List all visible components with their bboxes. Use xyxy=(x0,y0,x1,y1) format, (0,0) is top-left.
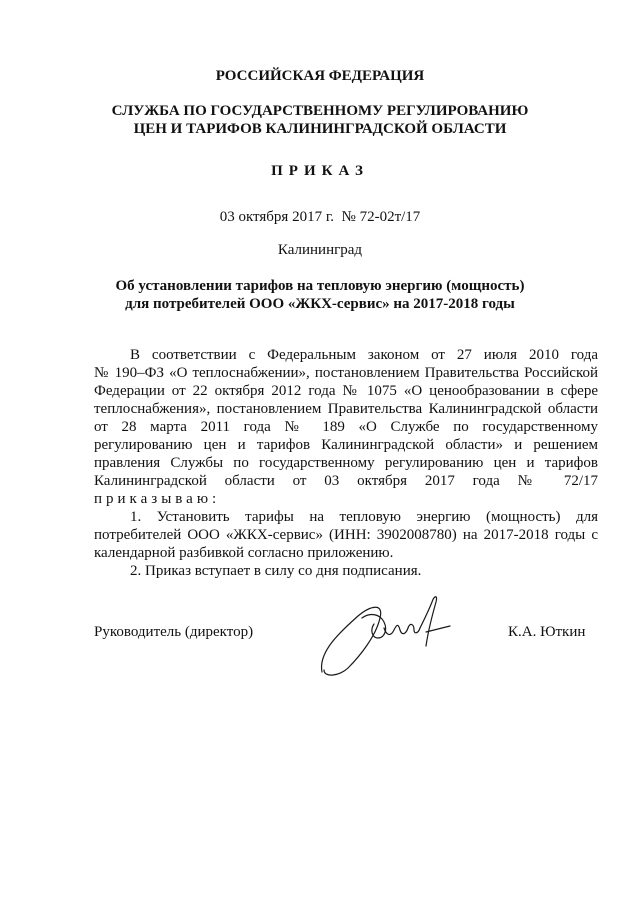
handwritten-signature xyxy=(300,572,460,682)
preamble-line: теплоснабжения», постановлением Правительства Калининградской области xyxy=(94,401,598,417)
item2-line: 2. Приказ вступает в силу со дня подписания. xyxy=(130,563,422,579)
signatory-position: Руководитель (директор) xyxy=(94,624,254,640)
order-word: приказываю: xyxy=(94,491,221,507)
country-heading: РОССИЙСКАЯ ФЕДЕРАЦИЯ xyxy=(215,68,425,84)
preamble-line: В соответствии с Федеральным законом от 27 июля 2010 года xyxy=(130,347,598,363)
item1-line: 1. Установить тарифы на тепловую энергию (мощность) для xyxy=(130,509,598,525)
preamble-line: Калининградской области от 03 октября 2017 года № 72/17 xyxy=(94,473,598,489)
signatory-name: К.А. Юткин xyxy=(508,624,586,640)
preamble-line: от 28 марта 2011 года № 189 «О Службе по государственному xyxy=(94,419,598,435)
doc-title-line1: Об установлении тарифов на тепловую энергию (мощность) xyxy=(115,278,525,294)
preamble-line: регулированию цен и тарифов Калининградской области» и решением xyxy=(94,437,598,453)
preamble-line: правления Службы по государственному регулированию цен и тарифов xyxy=(94,455,598,471)
city: Калининград xyxy=(277,242,363,258)
preamble-line: Федерации от 22 октября 2012 года № 1075 «О ценообразовании в сфере xyxy=(94,383,598,399)
agency-heading-line2: ЦЕН И ТАРИФОВ КАЛИНИНГРАДСКОЙ ОБЛАСТИ xyxy=(133,121,507,137)
preamble-line: № 190–ФЗ «О теплоснабжении», постановлением Правительства Российской xyxy=(94,365,598,381)
doc-type-heading: ПРИКАЗ xyxy=(271,163,369,179)
item1-line: календарной разбивкой согласно приложению. xyxy=(94,545,394,561)
date-number: 03 октября 2017 г. № 72-02т/17 xyxy=(219,209,421,225)
doc-title-line2: для потребителей ООО «ЖКХ-сервис» на 2017-2018 годы xyxy=(125,296,515,312)
agency-heading-line1: СЛУЖБА ПО ГОСУДАРСТВЕННОМУ РЕГУЛИРОВАНИЮ xyxy=(111,103,529,119)
item1-line: потребителей ООО «ЖКХ-сервис» (ИНН: 3902008780) на 2017-2018 годы с xyxy=(94,527,598,543)
